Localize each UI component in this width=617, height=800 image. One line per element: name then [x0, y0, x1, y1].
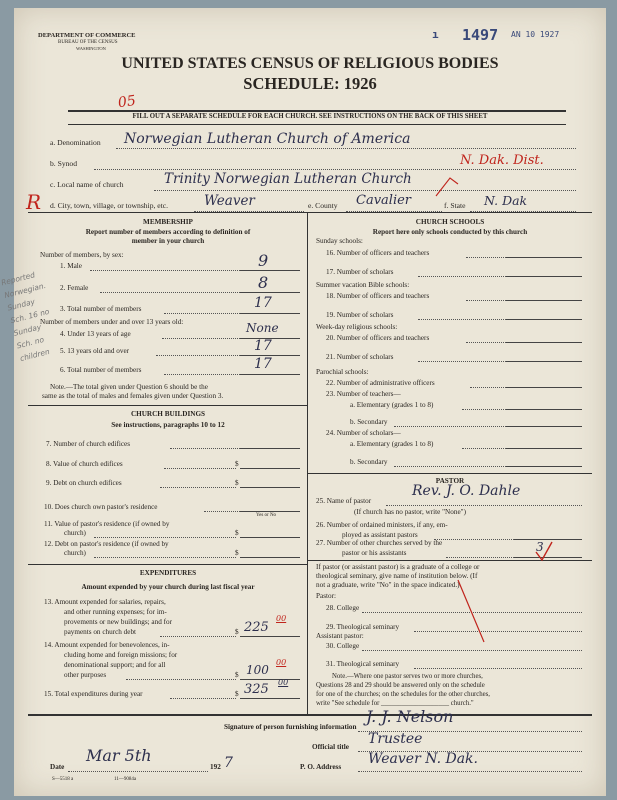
- q16-label: 16. Number of officers and teachers: [326, 249, 430, 257]
- q23b-line: [506, 426, 582, 427]
- graduate-instruction-2: theological seminary, give name of institution below. (If: [316, 572, 478, 580]
- synod-line: [94, 169, 576, 170]
- church-name-line: [154, 190, 576, 191]
- q13-label-3: provements or new buildings; and for: [64, 618, 172, 626]
- q13-value: 225: [244, 620, 269, 635]
- pastor-heading: PASTOR: [435, 477, 465, 485]
- membership-intro-1: Report number of members according to definition of: [85, 228, 251, 236]
- stamp-mark: ı: [432, 28, 439, 41]
- schools-heading: CHURCH SCHOOLS: [415, 218, 485, 226]
- section-top-rule: [28, 212, 592, 213]
- q6-line: [240, 374, 300, 375]
- q6-value: 17: [254, 356, 272, 372]
- synod-value: N. Dak. Dist.: [460, 153, 544, 168]
- q12-line: [240, 557, 300, 558]
- received-stamp-date: AN 10 1927: [511, 30, 560, 39]
- q20-label: 20. Number of officers and teachers: [326, 334, 430, 342]
- q6-label: 6. Total number of members: [60, 366, 142, 374]
- denomination-label: a. Denomination: [50, 138, 101, 147]
- margin-r-mark: R: [26, 190, 42, 214]
- q31-label: 31. Theological seminary: [326, 660, 400, 668]
- q14-value: 100: [246, 663, 269, 677]
- q2-value: 8: [258, 273, 269, 292]
- q7-line: [240, 448, 300, 449]
- q3-label: 3. Total number of members: [60, 305, 142, 313]
- q10-label: 10. Does church own pastor's residence: [44, 503, 158, 511]
- instruction-banner: FILL OUT A SEPARATE SCHEDULE FOR EACH CHURCH. SEE INSTRUCTIONS ON THE BACK OF THIS SHEET: [132, 113, 488, 120]
- church-name-label: c. Local name of church: [50, 180, 124, 189]
- q11-label-1: 11. Value of pastor's residence (if owned by: [44, 520, 170, 528]
- q3-value: 17: [254, 295, 272, 311]
- county-label: e. County: [308, 201, 338, 210]
- q30-line: [362, 650, 582, 651]
- q18-line: [506, 300, 582, 301]
- summer-schools-label: Summer vacation Bible schools:: [316, 281, 410, 289]
- signature-value: J. J. Nelson: [366, 707, 454, 726]
- q13-line: [240, 636, 300, 637]
- q21-label: 21. Number of scholars: [326, 353, 394, 361]
- q25-note: (If church has no pastor, write "None"): [354, 508, 466, 516]
- official-title-value: Trustee: [368, 731, 423, 747]
- assistant-pastor-subheading: Assistant pastor:: [316, 632, 364, 640]
- q2-line: [240, 292, 300, 293]
- q24-label: 24. Number of scholars—: [326, 429, 401, 437]
- q20-line: [506, 342, 582, 343]
- state-label: f. State: [444, 201, 466, 210]
- q13-label-1: 13. Amount expended for salaries, repairs,: [44, 598, 166, 606]
- membership-note-1: Note.—The total given under Question 6 should be the: [50, 383, 208, 391]
- denomination-value: Norwegian Lutheran Church of America: [124, 131, 411, 147]
- q22-label: 22. Number of administrative officers: [326, 379, 435, 387]
- q25-line: [386, 505, 582, 506]
- q14-label-4: other purposes: [64, 671, 107, 679]
- signature-label: Signature of person furnishing information: [224, 723, 357, 731]
- q12-label-1: 12. Debt on pastor's residence (if owned by: [44, 540, 169, 548]
- pastor-note-3: for one of the churches; on the schedules for the other churches,: [316, 691, 491, 698]
- q14-label-2: cluding home and foreign missions; for: [64, 651, 178, 659]
- q5-value: 17: [254, 338, 272, 354]
- q8-line: [240, 468, 300, 469]
- q15-label: 15. Total expenditures during year: [44, 690, 143, 698]
- buildings-subheading: See instructions, paragraphs 10 to 12: [111, 421, 225, 429]
- q17-label: 17. Number of scholars: [326, 268, 394, 276]
- footer-rule: [28, 714, 592, 716]
- expenditures-subheading: Amount expended by your church during last fiscal year: [81, 583, 255, 591]
- q10-line: [240, 511, 300, 512]
- title-rule: [68, 110, 566, 112]
- bureau-label: BUREAU OF THE CENSUS: [58, 40, 118, 45]
- q26-label-1: 26. Number of ordained ministers, if any, em-: [316, 521, 448, 529]
- q23a-line: [506, 409, 582, 410]
- q29-label: 29. Theological seminary: [326, 623, 400, 631]
- q23a-label: a. Elementary (grades 1 to 8): [350, 401, 434, 409]
- schedule-title: UNITED STATES CENSUS OF RELIGIOUS BODIES: [121, 55, 499, 72]
- q24a-label: a. Elementary (grades 1 to 8): [350, 440, 434, 448]
- county-value: Cavalier: [356, 193, 412, 208]
- q27-label-1: 27. Number of other churches served by the: [316, 539, 443, 547]
- q24a-line: [506, 448, 582, 449]
- year-suffix: 7: [224, 755, 233, 771]
- q14-label-1: 14. Amount expended for benevolences, in-: [44, 641, 170, 649]
- q22-line: [506, 387, 582, 388]
- q13-cents: 00: [276, 614, 287, 623]
- q9-line: [240, 487, 300, 488]
- q17-line: [506, 276, 582, 277]
- q27-value: 3: [536, 540, 544, 554]
- q11-line: [240, 537, 300, 538]
- q9-label: 9. Debt on church edifices: [46, 479, 122, 487]
- q30-label: 30. College: [326, 642, 360, 650]
- q5-label: 5. 13 years old and over: [60, 347, 130, 355]
- membership-note-2: same as the total of males and females given under Question 3.: [42, 392, 224, 400]
- membership-heading: MEMBERSHIP: [143, 218, 193, 226]
- sunday-schools-label: Sunday schools:: [316, 237, 363, 245]
- city-value: Weaver: [204, 193, 255, 209]
- q23-label: 23. Number of teachers—: [326, 390, 401, 398]
- q3-line: [240, 313, 300, 314]
- pastor-note-1: Note.—Where one pastor serves two or more churches,: [332, 673, 483, 680]
- pencil-margin-note: Reported Norwegian. Sunday Sch. 16 no Sunday Sch. no children: [0, 270, 51, 364]
- address-label: P. O. Address: [300, 763, 342, 771]
- q13-label-2: and other running expenses; for im-: [64, 608, 167, 616]
- members-by-age-label: Number of members under and over 13 years old:: [40, 318, 184, 326]
- pastor-subheading: Pastor:: [316, 592, 336, 600]
- q15-cents: 00: [278, 678, 289, 687]
- schools-intro: Report here only schools conducted by this church: [372, 228, 528, 236]
- department-label: DEPARTMENT OF COMMERCE: [38, 32, 136, 39]
- q19-line: [506, 319, 582, 320]
- date-line: [68, 771, 208, 772]
- q27-label-2: pastor or his assistants: [342, 549, 407, 557]
- q28-label: 28. College: [326, 604, 360, 612]
- city-label: WASHINGTON: [76, 46, 106, 51]
- q19-label: 19. Number of scholars: [326, 311, 394, 319]
- q4-label: 4. Under 13 years of age: [60, 330, 131, 338]
- city-label: d. City, town, village, or township, etc.: [50, 201, 169, 210]
- date-value: Mar 5th: [86, 746, 152, 765]
- q31-line: [414, 668, 582, 669]
- pastor-note-4: write "See schedule for ____________________ church.": [316, 700, 474, 707]
- red-number-mark: 05: [116, 92, 137, 112]
- q26-label-2: ployed as assistant pastors: [342, 531, 418, 539]
- q15-line: [240, 698, 300, 699]
- parochial-schools-label: Parochial schools:: [316, 368, 369, 376]
- expenditures-heading: EXPENDITURES: [139, 569, 197, 577]
- graduate-instruction-3: not a graduate, write "No" in the space indicated.): [316, 581, 460, 589]
- received-stamp-number: 1497: [462, 26, 499, 44]
- address-line: [358, 771, 582, 772]
- q14-line: [240, 679, 300, 680]
- q11-label-2: church): [64, 529, 86, 537]
- buildings-heading: CHURCH BUILDINGS: [130, 410, 206, 418]
- year-prefix: 192: [210, 763, 221, 771]
- q13-label-4: payments on church debt: [64, 628, 137, 636]
- red-check-mark: [434, 174, 464, 200]
- q25-label: 25. Name of pastor: [316, 497, 372, 505]
- q14-cents: 00: [276, 658, 287, 667]
- q7-label: 7. Number of church edifices: [46, 440, 131, 448]
- print-number: 11—9084a: [114, 777, 137, 782]
- q8-label: 8. Value of church edifices: [46, 460, 123, 468]
- official-title-label: Official title: [312, 743, 349, 751]
- state-value: N. Dak: [484, 193, 528, 208]
- q25-value: Rev. J. O. Dahle: [412, 483, 521, 499]
- red-pen-strokes: [424, 538, 564, 648]
- instruction-rule: [68, 124, 566, 125]
- census-schedule-sheet: DEPARTMENT OF COMMERCE BUREAU OF THE CENSUS WASHINGTON 1497 AN 10 1927 ı UNITED STATES CENSUS OF RELIGIOUS BODIES SCHEDULE: 1926 05 FILL OUT A SEPARATE SCHEDULE FOR EACH CHURCH. SEE INSTRUCTIONS ON THE BACK OF THIS SHEET a. Denomination Norwegian Lutheran Church of America b. Synod N. Dak. Dist. c. Local name of church Trinity Norwegian Lutheran Church R d. City, town, village, or township, etc. Weaver e. County Cavalier f. State N. Dak MEMBERSHIP Report number of members according to definition of member in your church Number of members, by sex: 1. Male 9 2. Female 8 3. Total number of members 17 Number of members under and over 13 years old: 4. Under 13 years of age None 5. 13 years old and over 17 6. Total number of members 17 Note.—The total given under Question 6 should be the same as the total of males and females given under Question 3. Reported Norwegian. Sunday Sch. 16 no Sunday Sch. no children CHURCH BUILDINGS See instructions, paragraphs 10 to 12 7. Number of church edifices 8. Value of church edifices $ 9. Debt on church edifices $ 10. Does church own pastor's residence Yes or No 11. Value of pastor's residence (if owned by church) $ 12. Debt on pastor's residence (if owned by church) $ EXPENDITURES Amount expended by your church during last fiscal year 13. Amount expended for salaries, repairs, and other running expenses; for im- provements or new buildings; and for payments on church debt $ 225 00 14. Amount expended for benevolences, in- cluding home and foreign missions; for denominational support; and for all other purposes $ 100 00 15. Total expenditures during year $ 325 00 CHURCH SCHOOLS Report here only schools conducted by this church Sunday schools: 16. Number of officers and teachers 17. Number of scholars Summer vacation Bible schools: 18. Number of officers and teachers 19. Number of scholars Week-day religious schools: 20. Number of officers and teachers 21. Number of scholars Parochial schools: 22. Number of administrative officers 23. Number of teachers— a. Elementary (grades 1 to 8) b. Secondary 24. Number of scholars— a. Elementary (grades 1 to 8) b. Secondary PASTOR 25. Name of pastor Rev. J. O. Dahle (If church has no pastor, write "None") 26. Number of ordained ministers, if any, em- ployed as assistant pastors 27. Number of other churches served by the pastor or his assistants 3 If pastor (or assistant pastor) is a graduate of a college or theological seminary, give name of institution below. (If not a graduate, write "No" in the space indicated.) Pastor: 28. College 29. Theological seminary Assistant pastor: 30. College 31. Theological seminary Note.—Where one pastor serves two or more churches, Questions 28 and 29 should be answered only on the schedule for one of the churches; on the schedules for the other churches, write "See schedule for ____________________ church." Signature of person furnishing information J. J. Nelson Official title Trustee Date Mar 5th 192 7 P. O. Address Weaver N. Dak. S—5518 a 11—9084a: [14, 8, 606, 796]
- form-number: S—5518 a: [52, 777, 74, 782]
- q14-label-3: denominational support; and for all: [64, 661, 166, 669]
- schedule-subtitle: SCHEDULE: 1926: [243, 74, 377, 93]
- q12-label-2: church): [64, 549, 86, 557]
- address-value: Weaver N. Dak.: [368, 751, 478, 767]
- q4-value: None: [246, 321, 279, 335]
- column-divider: [307, 212, 308, 714]
- q18-label: 18. Number of officers and teachers: [326, 292, 430, 300]
- q1-label: 1. Male: [60, 262, 82, 270]
- q21-line: [506, 361, 582, 362]
- denomination-line: [116, 148, 576, 149]
- q24b-label: b. Secondary: [350, 458, 388, 466]
- q16-line: [506, 257, 582, 258]
- church-name-value: Trinity Norwegian Lutheran Church: [164, 171, 412, 187]
- synod-label: b. Synod: [50, 159, 78, 168]
- q1-line: [240, 270, 300, 271]
- q2-label: 2. Female: [60, 284, 89, 292]
- date-label: Date: [50, 763, 65, 771]
- yes-no-hint: Yes or No: [256, 513, 277, 518]
- pastor-note-2: Questions 28 and 29 should be answered only on the schedule: [316, 682, 485, 689]
- weekday-schools-label: Week-day religious schools:: [316, 323, 398, 331]
- q23b-label: b. Secondary: [350, 418, 388, 426]
- members-by-sex-label: Number of members, by sex:: [40, 251, 124, 259]
- q24b-line: [506, 466, 582, 467]
- graduate-instruction-1: If pastor (or assistant pastor) is a graduate of a college or: [316, 563, 480, 571]
- membership-intro-2: member in your church: [131, 237, 205, 245]
- q1-value: 9: [258, 251, 269, 270]
- q15-value: 325: [244, 682, 269, 697]
